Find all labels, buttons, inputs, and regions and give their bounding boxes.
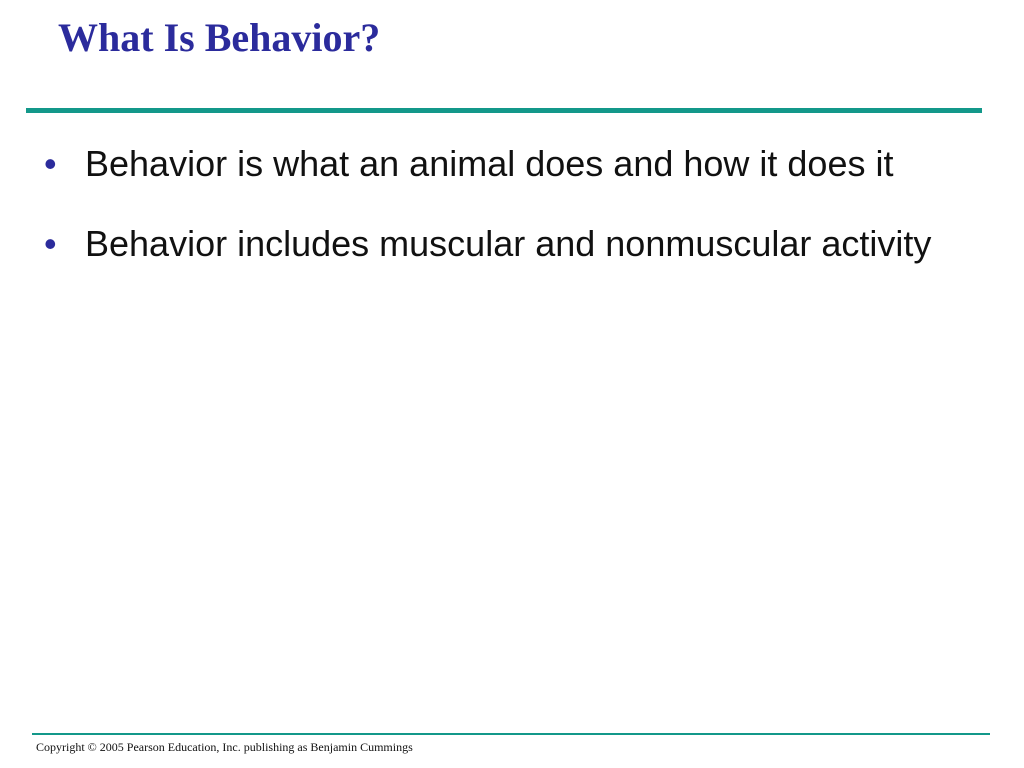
bullet-dot-icon: •: [44, 223, 57, 264]
bullet-text: Behavior includes muscular and nonmuscular activity: [85, 223, 932, 264]
bullet-list: [40, 140, 960, 300]
bullet-text: Behavior is what an animal does and how it does it: [85, 143, 894, 184]
bullet-item: [40, 220, 960, 268]
bullet-item: [40, 140, 960, 188]
slide-title: What Is Behavior?: [58, 15, 381, 60]
bullet-dot-icon: •: [44, 143, 57, 184]
copyright-footer: Copyright © 2005 Pearson Education, Inc. publishing as Benjamin Cummings: [36, 740, 413, 754]
title-divider: [26, 108, 982, 113]
footer-divider: [32, 733, 990, 735]
